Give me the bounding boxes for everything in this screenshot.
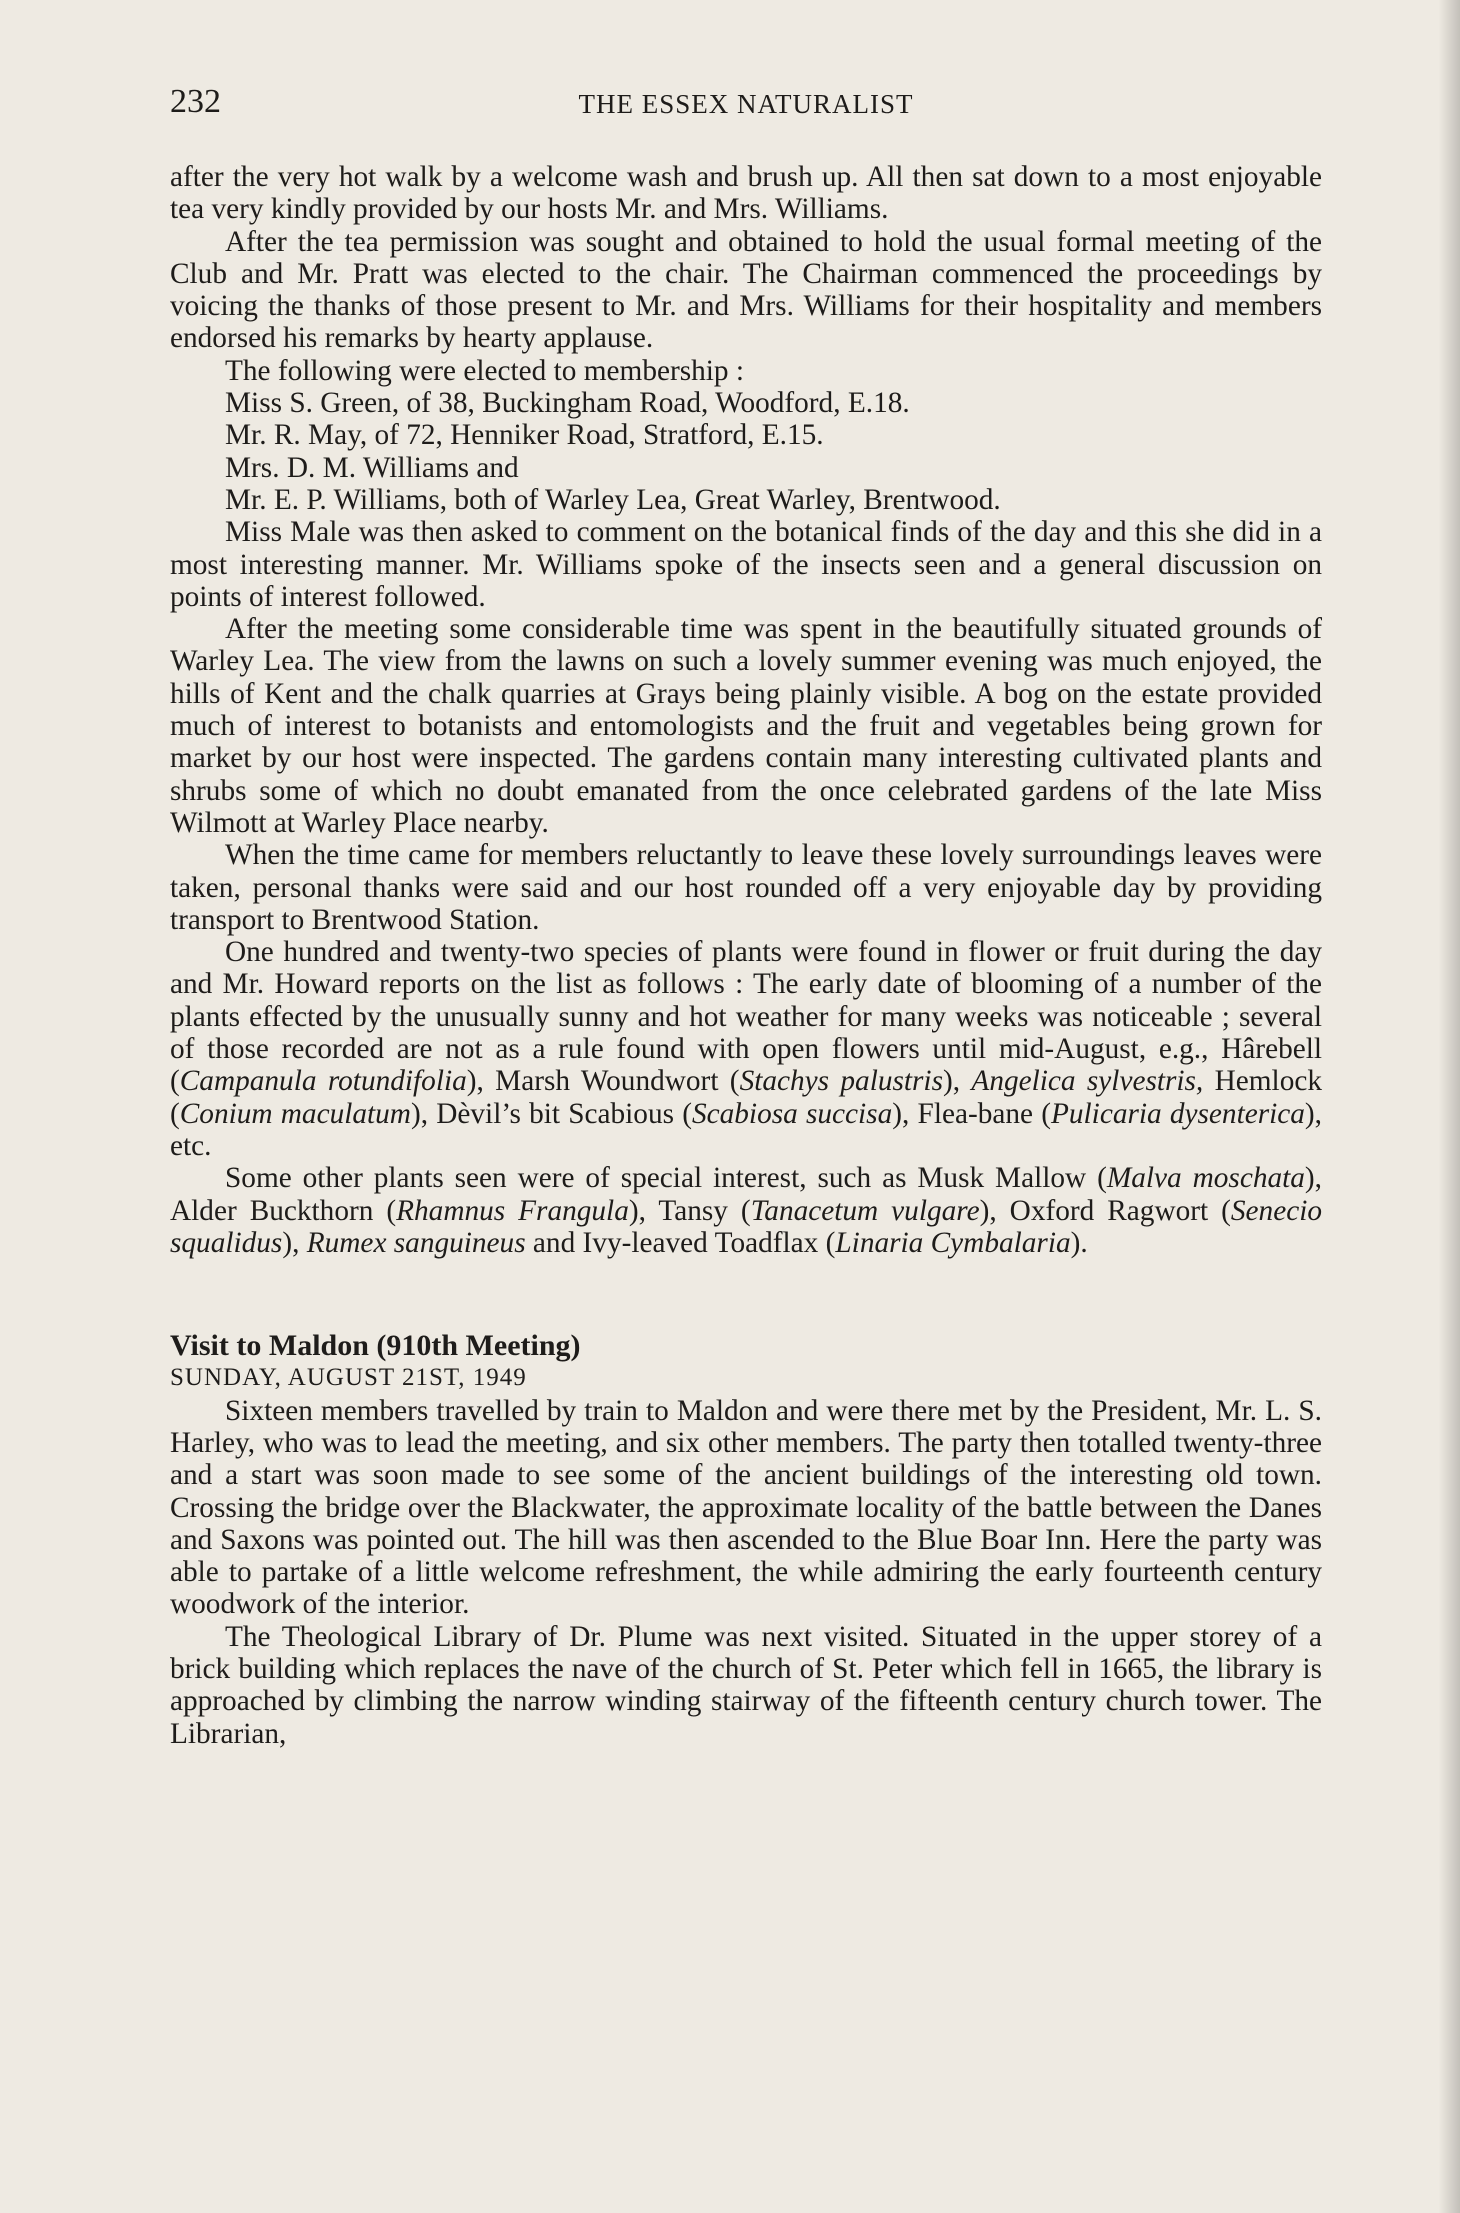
text-run: and Ivy-leaved Toadflax ( [525, 1226, 836, 1259]
species-name: Rumex sanguineus [306, 1226, 526, 1259]
section-heading: Visit to Maldon (910th Meeting) [170, 1329, 581, 1363]
text-run: ), [942, 1065, 972, 1098]
species-name: Linaria Cymbalaria [835, 1226, 1071, 1259]
text-run: One hundred and twenty-two species of plants were found in flower or fruit during the day and Mr. Howard reports on the list as follows : The early date of blooming of a number of the plants effected by the unusually sunny and hot weather for many weeks was noticeable ; several of those recorded are not as a rule found with open flowers until mid-August, e.g., Hârebell ( [170, 936, 1322, 1098]
paragraph-special-plants [170, 1162, 1322, 1259]
member-entry: Mr. E. P. Williams, both of Warley Lea, Great Warley, Brentwood. [225, 483, 1001, 516]
text-run: ). [1070, 1226, 1088, 1259]
text-run: ), Dèvil’s bit Scabious ( [410, 1097, 692, 1130]
paragraph: Miss Male was then asked to comment on the botanical finds of the day and this she did in a most interesting manner. Mr. Williams spoke of the insects seen and a general discussion on points of interest followed. [170, 516, 1322, 613]
species-name: Tanacetum vulgare [750, 1194, 980, 1227]
member-entry: Mr. R. May, of 72, Henniker Road, Stratford, E.15. [225, 419, 824, 452]
page-header [170, 83, 1322, 133]
member-entry: Mrs. D. M. Williams and [225, 451, 519, 484]
page-number: 232 [170, 83, 221, 120]
text-run: Some other plants seen were of special interest, such as Musk Mallow ( [225, 1162, 1107, 1195]
text-run: ), Alder Buckthorn ( [170, 1162, 1323, 1227]
species-name: Stachys palustris [739, 1065, 943, 1098]
paragraph: The Theological Library of Dr. Plume was next visited. Situated in the upper storey of a brick building which replaces the nave of the church of St. Peter which fell in 1665, the library is approached by climbing the narrow winding stairway of the fifteenth century church tower. The Librarian, [170, 1620, 1322, 1750]
body-text [170, 161, 1322, 1750]
species-name: Scabiosa succisa [691, 1097, 893, 1130]
member-entry: Miss S. Green, of 38, Buckingham Road, Woodford, E.18. [225, 387, 910, 420]
page-edge-shadow [1438, 0, 1460, 2213]
paragraph-plant-list [170, 936, 1322, 1162]
running-title: THE ESSEX NATURALIST [578, 89, 914, 119]
paragraph: after the very hot walk by a welcome wash and brush up. All then sat down to a most enjoyable tea very kindly provided by our hosts Mr. and Mrs. Williams. [170, 161, 1322, 226]
text-run: ), Marsh Woundwort ( [466, 1065, 740, 1098]
paragraph: Sixteen members travelled by train to Maldon and were there met by the President, Mr. L. S. Harley, who was to lead the meeting, and six other members. The party then totalled twenty-three and a start was soon made to see some of the ancient buildings of the interesting old town. Crossing the bridge over the Blackwater, the approximate locality of the battle between the Danes and Saxons was pointed out. The hill was then ascended to the Blue Boar Inn. Here the party was able to partake of a little welcome refreshment, the while admiring the early fourteenth century woodwork of the interior. [170, 1394, 1322, 1621]
text-run: ), Oxford Ragwort ( [979, 1194, 1231, 1227]
paragraph: After the meeting some considerable time was spent in the beautifully situated grounds of Warley Lea. The view from the lawns on such a lovely summer evening was much enjoyed, the hills of Kent and the chalk quarries at Grays being plainly visible. A bog on the estate provided much of interest to botanists and entomologists and the fruit and vegetables being grown for market by our host were inspected. The gardens contain many interesting cultivated plants and shrubs some of which no doubt emanated from the once celebrated gardens of the late Miss Wilmott at Warley Place nearby. [170, 613, 1322, 839]
species-name: Angelica sylvestris, [971, 1065, 1204, 1098]
text-run: ), Tansy ( [628, 1194, 751, 1227]
text-run: Hemlock ( [170, 1065, 1323, 1130]
species-name: Rhamnus Frangula [396, 1194, 629, 1227]
paragraph: After the tea permission was sought and obtained to hold the usual formal meeting of the Club and Mr. Pratt was elected to the chair. The Chairman commenced the proceedings by voicing the thanks of those present to Mr. and Mrs. Williams for their hospitality and members endorsed his remarks by hearty applause. [170, 225, 1322, 355]
paragraph: The following were elected to membership : [225, 354, 745, 387]
text-run: ), [282, 1226, 307, 1259]
species-name: Senecio squalidus [170, 1194, 1323, 1259]
species-name: Pulicaria dysenterica [1051, 1097, 1305, 1130]
meeting-date: SUNDAY, AUGUST 21ST, 1949 [170, 1364, 527, 1392]
paragraph: When the time came for members reluctantly to leave these lovely surroundings leaves were taken, personal thanks were said and our host rounded off a very enjoyable day by providing transport to Brentwood Station. [170, 839, 1322, 936]
species-name: Conium maculatum [179, 1097, 411, 1130]
species-name: Malva moschata [1106, 1162, 1305, 1195]
species-name: Campanula rotundifolia [179, 1065, 467, 1098]
text-run: ), Flea-bane ( [892, 1097, 1051, 1130]
text-run: ), etc. [170, 1097, 1323, 1162]
